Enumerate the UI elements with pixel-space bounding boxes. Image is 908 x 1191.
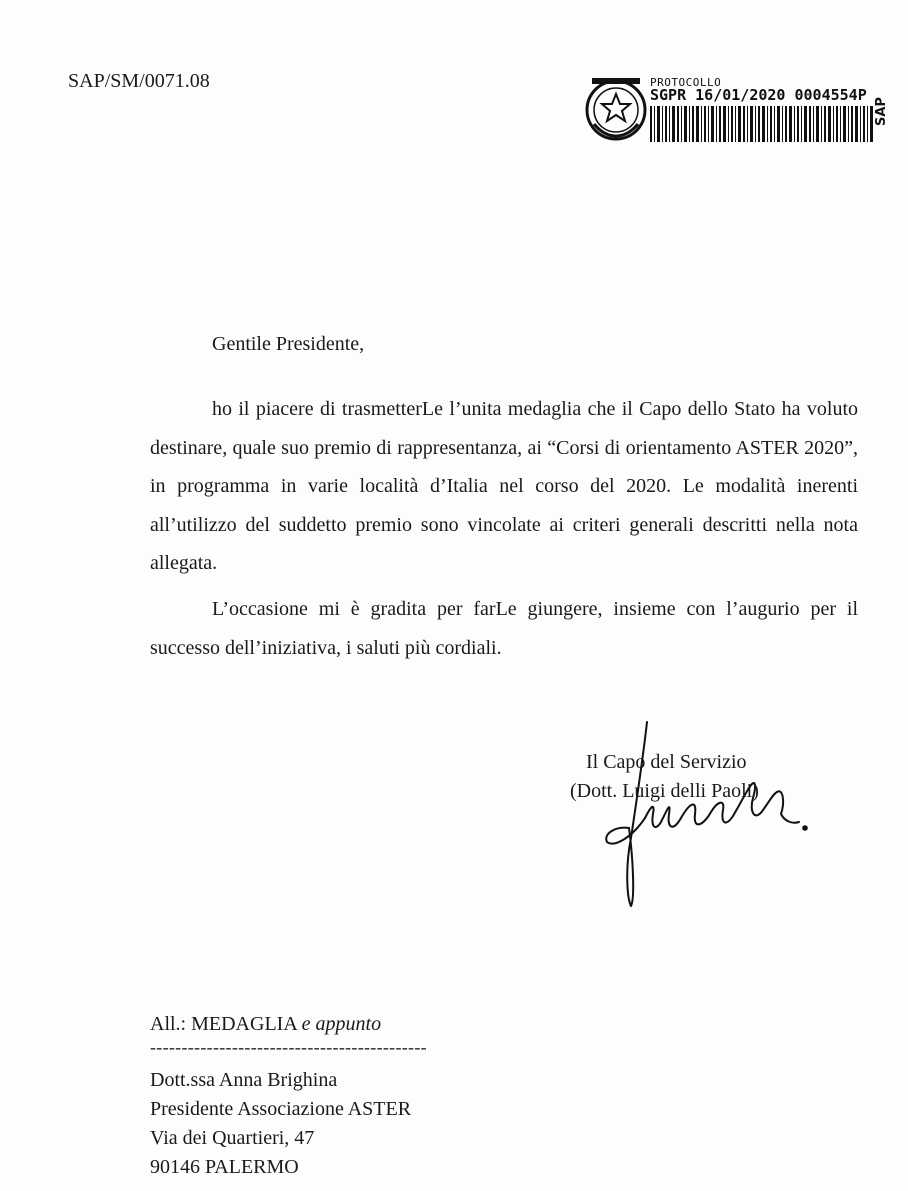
paragraph-1: ho il piacere di trasmetterLe l’unita medaglia che il Capo dello Stato ha voluto destinare, quale suo premio di rappresentanza, ai “Corsi di orientamento ASTER 2020”, in programma in varie località d’Italia nel corso del 2020. Le modalità inerenti all’utilizzo del suddetto premio sono vincolate ai criteri generali descritti nella nota allegata. (150, 398, 858, 574)
enclosure-prefix: All.: MEDAGLIA (150, 1013, 297, 1035)
emblem-of-italy-icon (584, 76, 648, 144)
enclosure-line (150, 1013, 381, 1036)
protocol-stamp (578, 74, 898, 150)
handwritten-signature (585, 718, 815, 913)
barcode (650, 106, 878, 142)
recipient-street: Via dei Quartieri, 47 (150, 1127, 315, 1149)
document-reference: SAP/SM/0071.08 (68, 70, 210, 92)
recipient-address (150, 1066, 411, 1182)
separator-line: -------------------------------------------- (150, 1037, 427, 1057)
recipient-name: Dott.ssa Anna Brighina (150, 1069, 338, 1091)
paragraph-2: L’occasione mi è gradita per farLe giungere, insieme con l’augurio per il successo dell’iniziativa, i saluti più cordiali. (150, 598, 858, 659)
stamp-label: PROTOCOLLO (650, 76, 722, 89)
enclosure-suffix: e appunto (301, 1013, 382, 1035)
signatory-name: (Dott. Luigi delli Paoli) (570, 780, 759, 802)
signatory-role: Il Capo del Servizio (586, 751, 747, 773)
greeting: Gentile Presidente, (212, 333, 365, 355)
stamp-protocol-number: SGPR 16/01/2020 0004554P (650, 86, 867, 104)
recipient-title: Presidente Associazione ASTER (150, 1098, 412, 1120)
stamp-side-label: SAP (874, 97, 889, 126)
recipient-city: 90146 PALERMO (150, 1156, 299, 1178)
